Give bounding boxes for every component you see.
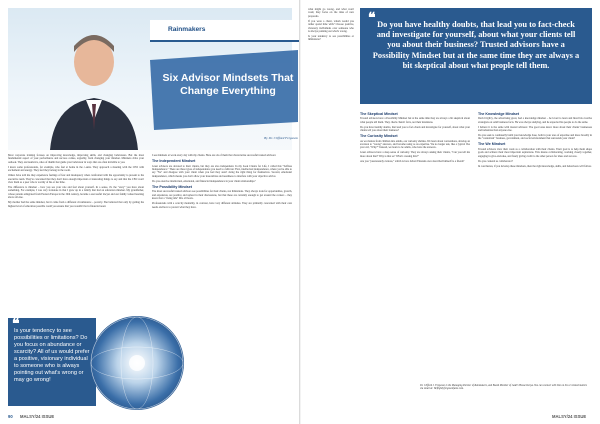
pull-quote-right-text: Do you have healthy doubts, that lead you to fact-check and investigate for yourself, about what your clients tell you about their business? Trusted advisors have a Possibility Mindset but at the same time they are always a bit skeptical about what people tell them.: [372, 20, 580, 70]
page-number: 90: [8, 414, 13, 419]
byline: By Dr. Clifford Ferguson: [264, 136, 298, 140]
right-column-1: The Skeptical Mindset Trusted advisors have a Possibility Mindset but at the same time they are always a bit skeptical about what people tell them. They check clients' facts, not their intentions. Do you have healthy doubts, that lead you to fact-check and investigate for yourself, about what your clients tell you about their business? The Curiosity Mindset As we mature from children into adults, our curiosity shrinks. We learn about conventions, develop an aversion to "wrong" answers, and become using as an expertise. We no longer ask, like a typical five year old, "Why?" Instead, we learn to be adults, who have the answers. Great advisors have a deep sense of curiosity. They are always asking their clients, "Can you tell me more about that? Why is that so? What's causing this?" Are you "passionately curious," which is how Albert Einstein once described himself to a friend?: [360, 111, 470, 163]
pull-quote-left-text: Is your tendency to see possibilities or limitations? Do you focus on abundance or scarcity? All of us would prefer a positive, visionary individual to someone who is always pointing out what's wrong or may go wrong!: [14, 328, 90, 383]
left-column-1: Most corporate training focuses on improving knowledge, improving skills, and changing behaviours. But the most fundamental aspect of your performance and success comes, arguably, from changing your mindset. Mindsets drive your outlook. They are heuristics, rules of thumb that guide your behaviour in ways that are often invisible to you. I know some professionals, for example, who feel at home in the c-suite. They approach a meeting with the CEO with excitement and energy. They feel they belong in the room. Others have told me they experience feelings of fear and inadequacy when confronted with the opportunity to present to the executive team. They're concerned that they don't have enough important or interesting things to say and that the CEO won't view them as a peer who is worthy of his or her time. The difference is mindset – how you see your role and feel about yourself. In a sense, it's the "story" you have about something. For example, I was very fortunate in that I grew up in a family that had an education mindset. My grandfather, whose parents emigrated from Eastern Europe in the 19th century, became a successful lawyer and our family valued learning above all else. My mother had the same mindset, but it came from a different circumstance – poverty. She believed that only by getting the highest level of education possible could you ensure that you wouldn't be in financial need.: [8, 154, 144, 208]
article-title: Six Advisor Mindsets That Change Everything: [162, 72, 294, 97]
quote-mark-icon: ❝: [12, 317, 20, 332]
section-label: Rainmakers: [168, 26, 206, 33]
issue-label-right: MALSY/24 ISSUE: [552, 414, 587, 419]
hero-banner: [8, 8, 298, 150]
globe-graphic: [90, 316, 184, 410]
quote-mark-icon: ❝: [368, 11, 376, 26]
issue-label: MALSY/24 ISSUE: [20, 414, 55, 419]
pull-quote-right: [360, 8, 592, 104]
heading-curiosity: The Curiosity Mindset: [360, 134, 398, 138]
right-column-2: The Knowledge Mindset David Ogilvy, the advertising great, had a knowledge mindset – he loved to learn and hired his creative strategists on solid business facts. He was always studying, and he expected his people to do the same. I believe it is the same with trusted advisors: The good ones know more about their clients' businesses and industries than anyone else. Do you seek to continually build your knowledge base, both in your area of expertise and more broadly in the "contextual" business, government, and social environment that surrounds your client? The We Mindset Trusted advisors view their work as a collaboration with their clients. Their goal is to help them shape goals and achieve their most important aspirations. This means collaborating, working closely together, engaging in give-and-take, and freely giving credit to the other person for ideas and success. Do you contend as collaborator? In conclusion, if you develop these mindsets, then the right knowledge, skills, and behaviours will follow.: [478, 111, 592, 168]
heading-independent: The Independent Mindset: [152, 159, 196, 163]
heading-possibility: The Possibility Mindset: [152, 184, 192, 189]
heading-we: The We Mindset: [478, 142, 506, 147]
right-column-narrow: what might go wrong, and what won't work; they focus on the risks of new proposals. If you were a client, whom would you rather spend time with? Choose positive, visionary individuals over someone who is always pointing out what's wrong. Is your tendency to see possibilities or limitations?: [308, 8, 354, 42]
heading-knowledge: The Knowledge Mindset: [478, 111, 520, 116]
pull-quote-left: [8, 318, 96, 406]
left-column-2: I see mindsets at work every day with my clients. Here are six of them that characterize successful trusted advisors: The Independent Mindset Great advisors are devoted to their clients, but they are also independent. In my book Clients for Life, I called this "Selfless Independence." There are three types of independence you need to cultivate: First, intellectual independence, where you're able to say "No" and disagree with your client when you feel they aren't doing the right thing for themselves. Second, emotional independence, which means you don't allow your insecurities and neediness to interfere with your objective advice. Do you exercise intellectual, emotional, and financial independence in your client relationships? The Possibility Mindset The most successful trusted advisors see possibilities for their clients, not limitations. They always look for opportunities, growth, and expansion, are positive and upbeat in their discussions, but that these are certainly enough to get around the corners – they know that a "rising tide" lifts all boats. Professionals with a scarcity mentality, in contrast, have very different attitudes. They are primarily concerned with their own needs and how to protect what they have.: [152, 154, 292, 209]
author-portrait: [46, 22, 142, 150]
page-fold: [299, 0, 301, 424]
author-bio: Dr. Clifford J. Ferguson is the Managing Partner of Rainmakers, and Board Member of Gadi's House Kenya. You can connect with him on his or related matters via email at: Weflightlyfergusonfame.com.: [420, 384, 588, 391]
heading-skeptical: The Skeptical Mindset: [360, 111, 398, 116]
